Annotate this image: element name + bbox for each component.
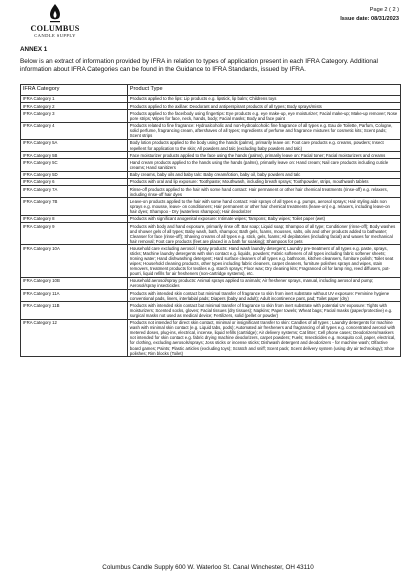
table-row <box>21 277 401 289</box>
table-row <box>21 245 401 277</box>
candle-flame-icon <box>48 3 62 23</box>
table-row <box>21 198 401 215</box>
table-row <box>21 152 401 159</box>
issue-date: Issue date: 08/31/2023 <box>340 16 399 22</box>
category-cell: IFRA Category 7A <box>21 186 128 198</box>
page-footer: Columbus Candle Supply 600 W. Waterloo St. Canal Winchester, OH 43110 <box>102 564 314 571</box>
table-row <box>21 186 401 198</box>
brand-name: COLUMBUS <box>30 24 80 33</box>
category-cell: IFRA Category 3 <box>21 110 128 122</box>
category-cell: IFRA Category 7B <box>21 198 128 215</box>
product-type-cell: Products with body and hand exposure, primarily rinse off: Bar soap; Liquid soap; Shampoo of all type; Conditioner (rinse-off); Body washes and shower gels of all types; Baby wash, bath, shampoo; Bath gels, foams, mousses, salts, oils and other products added to bathwater; Cleanser for face (rinse-off); Shaving creams of all types e.g. stick, gels, foams; All depilatories (including facial) and waxes for mechanical hair removal; Foot care products (feet are placed in a bath for soaking); Shampoos for pets <box>128 222 401 244</box>
annex-title: ANNEX 1 <box>20 46 48 53</box>
product-type-cell: Products with significant anogenital exposure: Intimate wipes; Tampons; Baby wipes; Toilet paper (wet) <box>128 215 401 222</box>
table-row <box>21 290 401 302</box>
product-type-cell: Face moisturizer products applied to the face using the hands (palms), primarily leave on: Facial toner; Facial moisturizers and creams <box>128 152 401 159</box>
category-cell: IFRA Category 10B <box>21 277 128 289</box>
product-type-cell: Products applied to the axillae: Deodorant and antiperspirant products of all types; Body sprays/mists <box>128 103 401 110</box>
product-type-cell: Products with oral and lip exposure: Toothpaste; Mouthwash, including breath sprays; Toothpowder, strips, mouthwash tablets <box>128 178 401 185</box>
product-type-cell: Products with intended skin contact but minimal transfer of fragrance to skin from inert substrate without UV exposure: Feminine hygiene conventional pads, liners, interlabial pads; Diapers (baby and adult); Adult incontinence pant, pad; Toilet paper (dry) <box>128 290 401 302</box>
table-row <box>21 95 401 102</box>
category-cell: IFRA Category 5D <box>21 171 128 178</box>
category-cell: IFRA Category 5C <box>21 159 128 171</box>
category-cell: IFRA Category 2 <box>21 103 128 110</box>
category-cell: IFRA Category 5B <box>21 152 128 159</box>
category-cell: IFRA Category 12 <box>21 319 128 357</box>
category-cell: IFRA Category 6 <box>21 178 128 185</box>
table-header-row <box>21 85 401 96</box>
table-row <box>21 222 401 244</box>
table-row <box>21 215 401 222</box>
product-type-cell: Products related to fine fragrance: Hydroalcoholic and non-hydroalcoholic fine fragrance of all types e.g. Eau de Toilette, Parfum, Cologne, solid perfume, fragrancing cream, aftershaves of all types; Ingredients of perfume and fragrance mixtures for cosmetic kits; Scent pads; Scent strips <box>128 122 401 139</box>
product-type-cell: Hand cream products applied to the hands using the hands (palms), primarily leave on: Hand cream; Nail care products including cuticle creams; Hand sanitizers <box>128 159 401 171</box>
page-header <box>0 0 416 44</box>
product-type-cell: Leave-on products applied to the hair with some hand contact: Hair sprays of all types e.g. pumps, aerosol sprays; Hair styling aids non sprays e.g. mousse, leave- on conditioners; Hair permanent or other hair chemical treatments (leave-on) e.g. relaxers, including leave-on hair dyes; Shampoo - Dry (waterless shampoo); Hair deodorizer <box>128 198 401 215</box>
table-row <box>21 302 401 319</box>
annex-intro: Below is an extract of information provided by IFRA in relation to types of application present in each IFRA Category. Additional information about IFRA Categories can be found in the Guidance to IFRA Standards, issued by IFRA. <box>20 58 378 73</box>
table-row <box>21 103 401 110</box>
category-cell: IFRA Category 10A <box>21 245 128 277</box>
table-row <box>21 171 401 178</box>
product-type-cell: Baby creams, baby oils and baby talc: Baby cream/lotion, baby oil, baby powders and talc <box>128 171 401 178</box>
category-cell: IFRA Category 4 <box>21 122 128 139</box>
product-type-cell: Rinse-off products applied to the hair with some hand contact: Hair permanent or other hair chemical treatments (rinse-off) e.g. relaxers, including rinse-off hair dyes <box>128 186 401 198</box>
product-type-cell: Products not intended for direct skin contact, minimal or insignificant transfer to skin: Candles of all types ; Laundry detergents for machine wash with minimal skin contact (e.g. Liquid tabs, pods); Automated air fresheners and fragrancing of all types e.g. concentrated aerosol with metered doses, plug-ins, electrical, incense, liquid refills (cartridge); Air delivery systems; Cat litter; Cell phone cases; Deodorizers/maskers not intended for skin contact e.g. fabric drying machine deodorizers, carpet powders; Fuels; Insecticides e.g. mosquito coil, paper, electrical, for clothing, excluding aerosols/sprays; Joss sticks or incense sticks; Dishwash detergent and deodorizers - for machine wash; Olfactive board games; Paints; Plastic articles (excluding toys); Scratch and sniff; Scent pack; Scent delivery system (using dry air technology); Shoe polishes; Rim blocks (Toilet) <box>128 319 401 357</box>
product-type-cell: Body lotion products applied to the body using the hands (palms), primarily leave on: Foot care products e.g. creams, powders; Insect repellent for application to the skin; All powders and talc (excluding baby powders and talc) <box>128 139 401 151</box>
category-cell: IFRA Category 11A <box>21 290 128 302</box>
product-type-cell: Products applied to the lips: Lip products e.g. lipstick, lip balm; Childrens toys <box>128 95 401 102</box>
product-type-cell: Household aerosol/spray products: Animal sprays applied to animals; Air freshener sprays, manual, including aerosol and pump; Aerosol/spray insecticides <box>128 277 401 289</box>
product-type-cell: Products applied to the face/body using fingertips: Eye products e.g. eye make-up, eye moisturizer; Facial make-up; Make-up remover; Nose pore strips; Wipes for face, neck, hands, body; Facial masks; Body and face paint <box>128 110 401 122</box>
brand-subtitle: CANDLE SUPPLY <box>34 33 76 38</box>
company-logo <box>20 3 90 38</box>
category-cell: IFRA Category 5A <box>21 139 128 151</box>
category-cell: IFRA Category 1 <box>21 95 128 102</box>
product-type-cell: Household care excluding aerosol / spray products: Hand wash laundry detergent; Laundry pre-treatment of all types e.g. paste, sprays, sticks; Machine laundry detergents with skin contact e.g. liquids, powders; Fabric softeners of all types including fabric softener sheets; Ironing water; Hand dishwashing detergent; Hard surface cleaners of all types e.g. bathroom, kitchen cleansers, furniture polish; Toilet seat wipes; Household cleaning products, other types including fabric cleaners, carpet cleaners, furniture polishes sprays and wipes, stain removers, treatment products for textiles e.g. starch sprays; Floor wax; Dry cleaning kits; Fragranced oil for lamp ring, reed diffusers, pot-pourri, liquid refills for air fresheners (non-cartridge systems), etc. <box>128 245 401 277</box>
ifra-category-table <box>20 84 401 357</box>
category-cell: IFRA Category 11B <box>21 302 128 319</box>
product-type-cell: Products with intended skin contact but minimal transfer of fragrance to skin from inert substrate with potential UV exposure: Tights with moisturizers; Scented socks, gloves; Facial tissues (dry tissues); Napkins; Paper towels; Wheat bags; Facial masks (paper/protective) e.g. surgical masks not used as medical device; Fertilizers, solid (pellet or powder) <box>128 302 401 319</box>
table-row <box>21 319 401 357</box>
category-cell: IFRA Category 8 <box>21 215 128 222</box>
column-header-product-type: Product Type <box>128 85 401 96</box>
table-row <box>21 110 401 122</box>
page-number: Page 2 ( 2 ) <box>369 7 399 13</box>
table-row <box>21 159 401 171</box>
category-cell: IFRA Category 9 <box>21 222 128 244</box>
table-row <box>21 139 401 151</box>
table-row <box>21 122 401 139</box>
column-header-category: IFRA Category <box>21 85 128 96</box>
table-row <box>21 178 401 185</box>
